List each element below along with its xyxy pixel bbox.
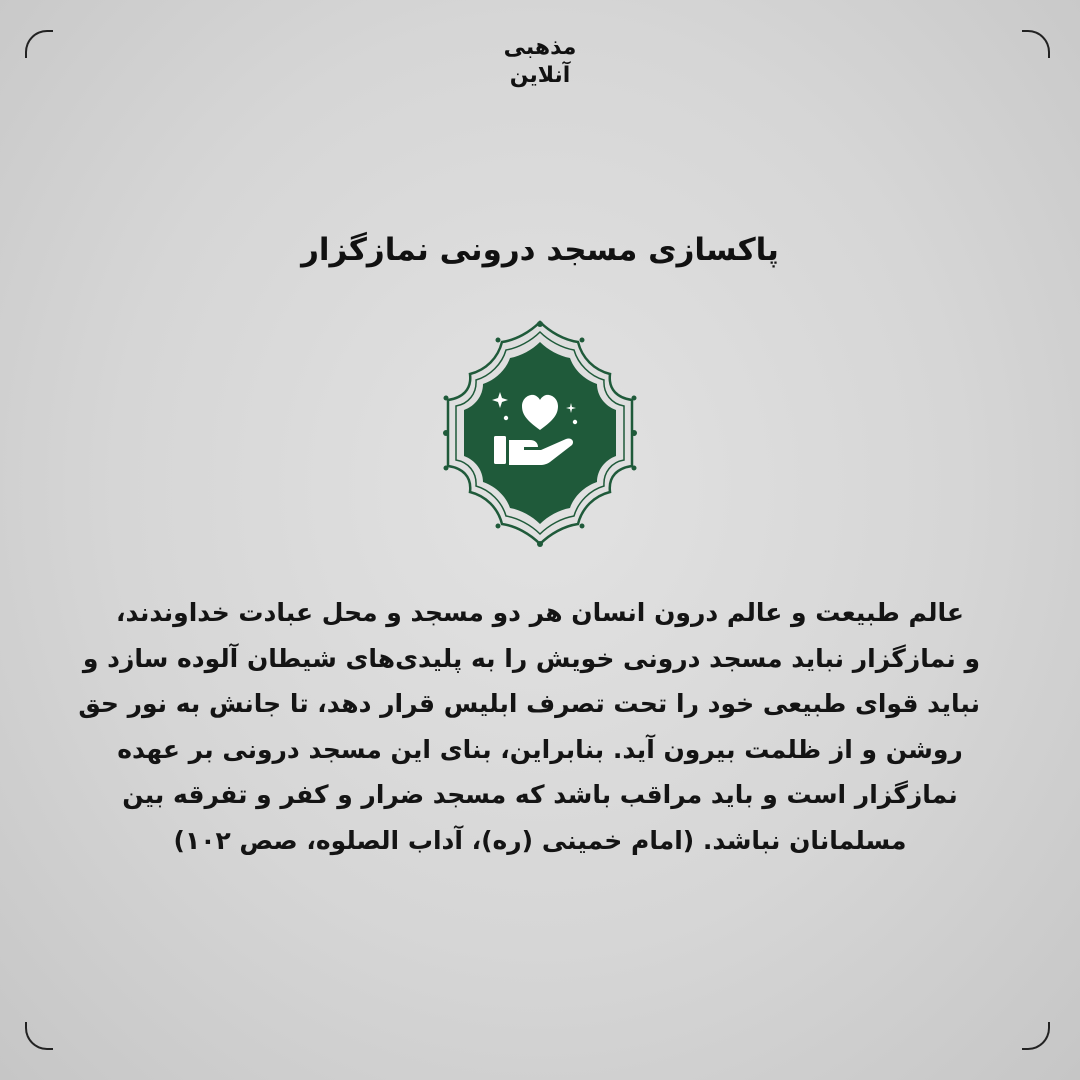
logo-line-2: آنلاین	[509, 63, 571, 88]
body-line: نمازگزار است و باید مراقب باشد که مسجد ضرار و کفر و تفرقه بین	[122, 780, 958, 809]
body-line: مسلمانان نباشد. (امام خمینی (ره)، آداب الصلوه، صص ۱۰۲)	[173, 825, 907, 855]
body-line: عالم طبیعت و عالم درون انسان هر دو مسجد و محل عبادت خداوندند،	[116, 598, 964, 627]
body-line: روشن و از ظلمت بیرون آید. بنابراین، بنای این مسجد درونی بر عهده	[117, 734, 963, 764]
corner-frame-top-left	[25, 30, 53, 58]
body-line: نباید قوای طبیعی خود را تحت تصرف ابلیس قرار دهد، تا جانش به نور حق	[78, 689, 980, 718]
hand-holding-heart-icon	[438, 318, 642, 548]
corner-frame-bottom-right	[1022, 1022, 1050, 1050]
logo-line-1: مذهبی	[503, 35, 577, 60]
brand-logo	[480, 34, 600, 90]
page-title: پاکسازی مسجد درونی نمازگزار	[301, 232, 779, 268]
body-text	[78, 590, 980, 863]
mihrab-emblem	[438, 318, 642, 548]
corner-frame-bottom-left	[25, 1022, 53, 1050]
corner-frame-top-right	[1022, 30, 1050, 58]
body-line: و نمازگزار نباید مسجد درونی خویش را به پلیدی‌های شیطان آلوده سازد و	[82, 643, 980, 673]
